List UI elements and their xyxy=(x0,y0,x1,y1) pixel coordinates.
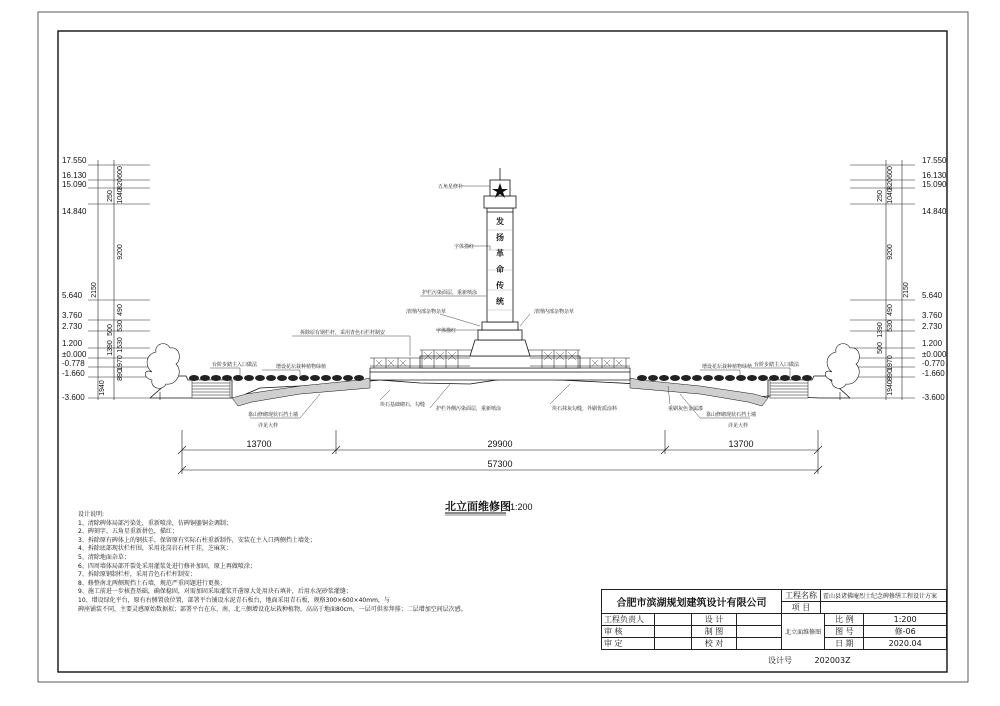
left-vertical-dims xyxy=(91,166,124,396)
elev-right-6: 2.730 xyxy=(922,322,943,331)
elev-left-4: 5.640 xyxy=(62,291,83,300)
elev-left-9: -0.778 xyxy=(62,359,85,368)
inscription-char-1: 扬 xyxy=(496,232,504,242)
elev-left-0: 17.550 xyxy=(62,156,87,165)
callout-bottom-b: 护栏外侧污染面层，重新喷涂 xyxy=(436,406,502,412)
inscription-char-4: 传 xyxy=(496,280,504,290)
shrubs-left xyxy=(189,375,364,381)
vdim-right-8: 1390 xyxy=(877,322,884,338)
design-number-row xyxy=(768,655,851,666)
note-line: 10、增设绿化平台，原有右侧置放位置，部署平台铺设水泥青石板台，地面采用青石板，规格300×600×40mm，与 xyxy=(78,596,390,604)
vdim-right-11: 890 xyxy=(887,369,894,381)
elev-right-10: -1.660 xyxy=(922,369,945,378)
vdim-left-10: 890 xyxy=(117,369,124,381)
callout-rail-left: 拆除原有钢栏杆，采用青色石栏杆制安 xyxy=(300,330,386,336)
callout-star: 五角星修补 xyxy=(438,184,464,190)
review-value xyxy=(655,626,692,638)
elev-left-6: 2.730 xyxy=(62,322,83,331)
callout-bottom-d: 重刷灰色金属漆 xyxy=(668,406,704,412)
drawing-title: 北立面维修图 xyxy=(445,500,511,513)
item-label: 项 目 xyxy=(782,602,821,614)
callout-bottom-c: 块石抹灰勾缝，外刷优质涂料 xyxy=(552,406,618,412)
elev-left-7: 1.200 xyxy=(62,339,83,348)
callout-wall-right-2: 详见大样 xyxy=(728,423,749,429)
note-line: 碑座铺装不同，主要灵感原始数据拟；部署平台在东、南、北三侧增设花坛栽种植物，高高于地面80cm，一层可供参拜排；二层增加空间层次感。 xyxy=(78,605,467,613)
design-notes xyxy=(78,511,598,614)
leader-value xyxy=(655,614,692,626)
vdim-left-3: 1040 xyxy=(117,188,124,204)
vdim-right-12: 1940 xyxy=(887,380,894,396)
elev-left-5: 3.760 xyxy=(62,311,83,320)
callout-wall-left-2: 详见大样 xyxy=(258,423,279,429)
callout-bottom-a: 块石基础砌石，勾缝 xyxy=(380,402,426,408)
tree-left xyxy=(145,344,179,400)
project-name: 霍山县诸佛庵烈士纪念碑修缮工程设计方案 xyxy=(821,590,947,602)
scale-label: 比 例 xyxy=(825,614,864,626)
leader-label: 工程负责人 xyxy=(602,614,655,626)
vdim-left-5: 2150 xyxy=(91,282,98,298)
vdim-left-2: 250 xyxy=(107,190,114,202)
design-value xyxy=(737,614,782,626)
date-label: 日 期 xyxy=(825,638,864,650)
vdim-right-5: 2150 xyxy=(903,282,910,298)
note-line: 4、拆除底部现状栏杆围，采用花岗岩石材干挂，芝麻灰； xyxy=(78,545,232,553)
elev-right-4: 5.640 xyxy=(922,291,943,300)
callout-inner-right: 清理内部杂物杂草 xyxy=(534,309,575,315)
note-line: 1、清除碑体局部污染处，重新喷涂，仿碑铜鎏铜金调制； xyxy=(78,519,232,527)
hdim-right: 13700 xyxy=(728,439,754,449)
project-label: 工程名称 xyxy=(782,590,821,602)
callout-wall-left: 靠山修砌现状石挡土墙 xyxy=(248,412,299,418)
vdim-left-0: 600 xyxy=(117,166,124,178)
tree-right xyxy=(825,344,859,400)
design-no-value: 202003Z xyxy=(814,656,851,665)
sheet-label: 图 号 xyxy=(825,626,864,638)
vdim-right-10: 1970 xyxy=(887,355,894,371)
check-label: 校 对 xyxy=(692,638,737,650)
right-elevations xyxy=(922,156,947,402)
elev-right-2: 15.090 xyxy=(922,180,947,189)
approve-value xyxy=(655,638,692,650)
vdim-left-13: 1390 xyxy=(107,340,114,356)
stair-right xyxy=(770,380,808,398)
date-value: 2020.04 xyxy=(864,638,947,650)
platform xyxy=(370,356,630,380)
right-vertical-dims xyxy=(877,166,910,396)
horizontal-dim-labels xyxy=(246,439,753,469)
drawing-scale: 1:200 xyxy=(510,502,533,512)
note-line: 7、拆除原钢制栏杆，采用青色石栏杆制安； xyxy=(78,571,196,579)
sheet-value: 修-06 xyxy=(864,626,947,638)
note-line: 8、修整南北两侧现挡土石墙，规范严重问题进行更换； xyxy=(78,579,226,587)
scale-value: 1:200 xyxy=(864,614,947,626)
hdim-total: 57300 xyxy=(487,459,513,469)
vdim-left-4: 9200 xyxy=(117,244,124,260)
vdim-left-1: 820 xyxy=(117,178,124,190)
hdim-left: 13700 xyxy=(246,439,272,449)
elev-right-0: 17.550 xyxy=(922,156,947,165)
vdim-left-11: 1940 xyxy=(99,380,106,396)
note-line: 6、四周墙体局部开裂处采用灌浆处进行修补加固，原上再做喷涂； xyxy=(78,562,256,570)
vdim-right-1: 820 xyxy=(887,178,894,190)
callout-inner-left: 清理内部杂物杂草 xyxy=(406,309,447,315)
review-label: 审 核 xyxy=(602,626,655,638)
elev-left-10: -1.660 xyxy=(62,369,85,378)
callout-stair-left: 台阶步踏主入口做法 xyxy=(212,362,258,368)
vdim-right-4: 9200 xyxy=(887,244,894,260)
vdim-left-12: 500 xyxy=(107,324,114,336)
vdim-left-7: 530 xyxy=(117,320,124,332)
elev-right-5: 3.760 xyxy=(922,311,943,320)
stair-left xyxy=(192,380,230,398)
callout-stone: 护栏污染面层，重新喷涂 xyxy=(422,290,478,296)
elev-left-8: ±0.000 xyxy=(62,350,87,359)
elev-right-9: -0.770 xyxy=(922,359,945,368)
inscription-char-0: 发 xyxy=(496,216,504,226)
elev-right-8: ±0.000 xyxy=(922,350,947,359)
vdim-left-6: 490 xyxy=(117,304,124,316)
elev-right-3: 14.840 xyxy=(922,207,947,216)
left-elevations xyxy=(62,156,87,402)
callout-plant-right: 增设花坛栽种植物绿植 xyxy=(702,364,753,370)
draw-label: 制 图 xyxy=(692,626,737,638)
company-name: 合肥市滨湖规划建筑设计有限公司 xyxy=(602,590,782,614)
inscription-char-2: 革 xyxy=(496,248,504,258)
vdim-left-9: 1970 xyxy=(117,355,124,371)
elev-left-1: 16.130 xyxy=(62,171,87,180)
elev-right-11: -3.600 xyxy=(922,393,945,402)
check-value xyxy=(737,638,782,650)
design-no-label: 设计号 xyxy=(768,656,792,665)
draw-value xyxy=(737,626,782,638)
approve-label: 审 定 xyxy=(602,638,655,650)
elev-left-3: 14.840 xyxy=(62,207,87,216)
drawing-name: 北立面维修图 xyxy=(782,614,825,650)
elev-right-7: 1.200 xyxy=(922,339,943,348)
title-block xyxy=(601,589,947,650)
shrubs-right xyxy=(637,375,812,381)
note-line: 2、碑刻字、五角星重新拼色，描红； xyxy=(78,528,178,536)
inscription-char-5: 统 xyxy=(496,296,504,306)
monument xyxy=(470,168,530,356)
retaining-walls xyxy=(232,378,768,406)
callout-plant-left: 增设花坛栽种植物绿植 xyxy=(276,364,327,370)
hdim-center: 29900 xyxy=(487,439,513,449)
design-label: 设 计 xyxy=(692,614,737,626)
elev-left-2: 15.090 xyxy=(62,180,87,189)
callout-glyph: 字体描红 xyxy=(454,244,475,250)
elev-right-1: 16.130 xyxy=(922,171,947,180)
callout-glyph2: 字体描红 xyxy=(436,328,457,334)
callout-wall-right: 靠山修砌现状石挡土墙 xyxy=(706,412,757,418)
vdim-right-3: 1040 xyxy=(887,188,894,204)
vdim-left-8: 1530 xyxy=(117,337,124,353)
note-line: 5、清除地面杂草； xyxy=(78,553,130,561)
vdim-right-7: 530 xyxy=(887,320,894,332)
note-line: 9、施工前进一步核查基础，确保稳固，对需加固采取灌浆开凿原大处用块石填补，后用水泥砂浆灌缝； xyxy=(78,588,352,596)
inscription-char-3: 命 xyxy=(496,264,504,274)
callout-stair-right: 台阶步踏主入口做法 xyxy=(754,362,800,368)
elev-left-11: -3.600 xyxy=(62,393,85,402)
item-value xyxy=(821,602,947,614)
vdim-right-0: 600 xyxy=(887,166,894,178)
note-line: 3、拆除原有碑体上的钢扶手，保留原有实际石柱重新制作，安装在主入口两侧挡土墙处； xyxy=(78,536,316,544)
note-line: 设计说明: xyxy=(78,511,105,518)
vdim-right-6: 490 xyxy=(887,304,894,316)
vdim-right-9: 500 xyxy=(877,342,884,354)
vdim-right-2: 250 xyxy=(877,190,884,202)
